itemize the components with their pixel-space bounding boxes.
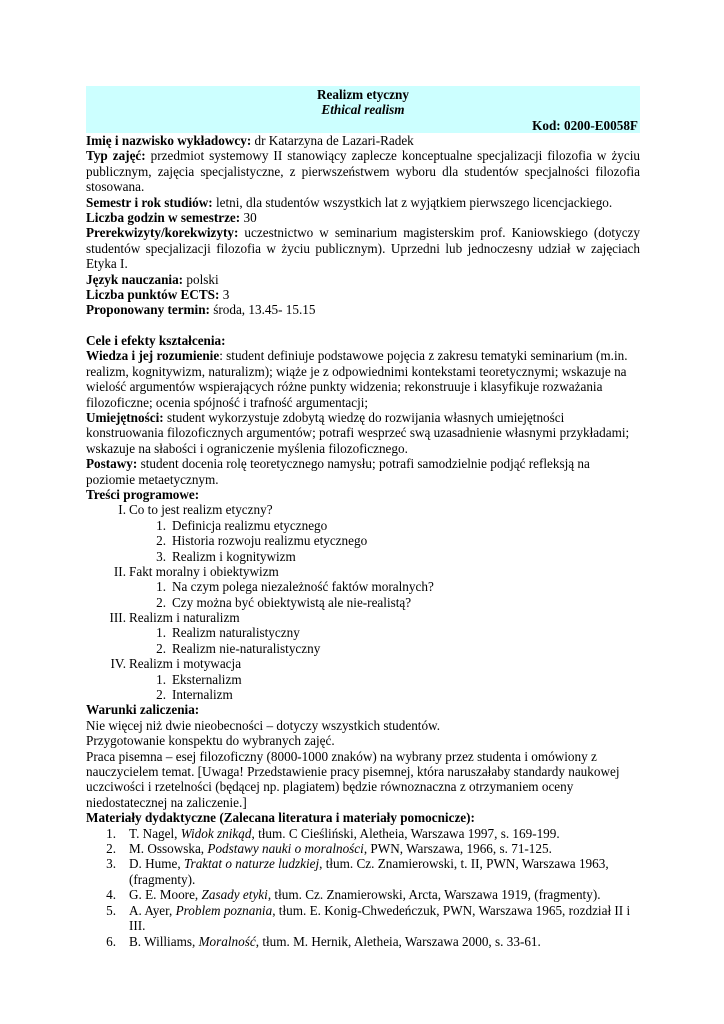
term-value: środa, 13.45- 15.15 [209,302,316,318]
program-item [86,595,640,610]
goals-attitudes [86,456,640,487]
info-ects [86,287,640,302]
literature-title: Problem poznania [175,902,273,918]
literature-details: , tłum. E. Konig-Chwedeńczuk, PWN, Warszawa 1965, rozdział II i III. [129,902,631,934]
literature-number: 2. [106,841,116,857]
literature-number: 6. [106,933,116,949]
prereq-label: Prerekwizyty/korekwizyty: [86,225,239,241]
item-number: 1. [156,625,166,641]
literature-number: 3. [106,856,116,872]
program-item [86,687,640,702]
literature-title: Moralność [198,933,256,949]
term-label: Proponowany termin: [86,302,210,318]
literature-item [86,826,640,841]
item-number: 1. [156,579,166,595]
program-section [86,564,640,579]
lecturer-label: Imię i nazwisko wykładowcy: [86,133,252,148]
knowledge-label: Wiedza i jej rozumienie [86,348,220,364]
semester-value: letni, dla studentów wszystkich lat z wyjątkiem pierwszego licencjackiego. [212,194,613,210]
section-number: III. [109,610,126,626]
program-section [86,610,640,625]
literature-item [86,903,640,934]
hours-label: Liczba godzin w semestrze: [86,210,241,226]
literature-author: T. Nagel, [129,825,181,841]
literature-title: Zasady etyki [201,887,268,903]
info-semester [86,195,640,210]
program-item [86,672,640,687]
literature-title: Podstawy nauki o moralności [207,841,364,857]
info-prereq [86,225,640,271]
course-title-pl: Realizm etyczny [317,87,409,102]
literature-text [129,826,640,841]
language-value: polski [183,271,219,287]
lecturer-value: dr Katarzyna de Lazari-Radek [251,133,414,148]
info-hours [86,210,640,225]
literature-details: , tłum. C Cieśliński, Aletheia, Warszawa 1997, s. 169-199. [251,825,560,841]
item-text: Realizm i kognitywizm [172,548,296,564]
literature-text [129,856,640,887]
program-item [86,518,640,533]
program-item [86,625,640,640]
spacer [86,318,640,333]
item-text: Realizm naturalistyczny [172,625,300,641]
literature-number: 4. [106,887,116,903]
hours-value: 30 [240,210,257,226]
literature-details: , tłum. Cz. Znamierowski, t. II, PWN, Warszawa 1963, (fragmenty). [129,856,609,887]
section-title: Fakt moralny i obiektywizm [129,563,279,579]
goals-knowledge [86,348,640,410]
course-header [86,86,640,133]
literature-title: Widok znikąd [180,825,252,841]
program-item [86,533,640,548]
item-number: 1. [156,517,166,533]
type-value: przedmiot systemowy II stanowiący zaplecze konceptualne specjalizacji filozofia w życiu publicznym, zajęcia specjalistyczne, z pierwszeństwem wyboru dla studentów specjalności filozofia stosowana. [86,148,640,195]
program-item [86,549,640,564]
literature-list [86,826,640,949]
item-number: 2. [156,687,166,703]
literature-title: Traktat o naturze ludzkiej [183,856,320,872]
section-number: II. [113,563,126,579]
section-number: IV. [110,656,126,672]
conditions-line-2: Przygotowanie konspektu do wybranych zajęć. [86,733,335,749]
program-item [86,641,640,656]
program-heading [86,487,640,502]
literature-details: , PWN, Warszawa, 1966, s. 71-125. [363,841,552,857]
item-number: 1. [156,671,166,687]
item-text: Definicja realizmu etycznego [172,517,328,533]
program-item [86,579,640,594]
literature-author: A. Ayer, [129,902,176,918]
literature-text [129,934,640,949]
program-section [86,656,640,671]
item-number: 2. [156,640,166,656]
literature-heading-text: Materiały dydaktyczne (Zalecana literatura i materiały pomocnicze): [86,810,475,826]
item-number: 3. [156,548,166,564]
section-title: Co to jest realizm etyczny? [129,502,273,518]
semester-label: Semestr i rok studiów: [86,194,213,210]
info-term [86,302,640,317]
literature-author: M. Ossowska, [129,841,208,857]
section-number: I. [118,502,126,518]
item-text: Internalizm [172,687,233,703]
conditions-heading [86,702,640,717]
info-lecturer [86,133,640,148]
literature-item [86,887,640,902]
course-code: Kod: 0200-E0058F [532,118,638,133]
literature-details: , tłum. Cz. Znamierowski, Arcta, Warszawa 1919, (fragmenty). [267,887,601,903]
attitudes-value: student docenia rolę teoretycznego namysłu; potrafi samodzielnie podjąć refleksją na poziomie metaetycznym. [86,456,590,487]
attitudes-label: Postawy: [86,456,138,472]
literature-item [86,841,640,856]
literature-number: 5. [106,902,116,918]
literature-details: , tłum. M. Hernik, Aletheia, Warszawa 2000, s. 33-61. [255,933,541,949]
course-title-en: Ethical realism [321,102,405,117]
literature-text [129,903,640,934]
literature-author: D. Hume, [129,856,184,872]
item-text: Na czym polega niezależność faktów moralnych? [172,579,434,595]
section-title: Realizm i motywacja [129,656,242,672]
literature-text [129,887,640,902]
item-text: Realizm nie-naturalistyczny [172,640,321,656]
program-section [86,502,640,517]
item-text: Historia rozwoju realizmu etycznego [172,533,368,549]
syllabus-page [86,86,640,949]
conditions-line-1: Nie więcej niż dwie nieobecności – dotyczy wszystkich studentów. [86,717,441,733]
literature-heading [86,810,640,825]
item-text: Czy można być obiektywistą ale nie-realistą? [172,594,412,610]
item-number: 2. [156,594,166,610]
ects-label: Liczba punktów ECTS: [86,287,220,303]
conditions-heading-text: Warunki zaliczenia: [86,702,200,718]
item-number: 2. [156,533,166,549]
program-list [86,502,640,702]
literature-text [129,841,640,856]
skills-value: student wykorzystuje zdobytą wiedzę do rozwijania własnych umiejętności konstruowania filozoficznych argumentów; potrafi wesprzeć swą uzasadnienie własnymi przykładami; wskazuje na słabości i ograniczenie myślenia filozoficznego. [86,409,630,456]
literature-number: 1. [106,825,116,841]
skills-label: Umiejętności: [86,409,164,425]
info-language [86,272,640,287]
section-title: Realizm i naturalizm [129,610,240,626]
language-label: Język nauczania: [86,271,184,287]
knowledge-value: : student definiuje podstawowe pojęcia z zakresu tematyki seminarium (m.in. realizm, kognitywizm, naturalizm); wiąże je z odpowiednimi kontekstami teoretycznymi; wskazuje na wielość argumentów wspierających różne punkty widzenia; rekonstruuje i klasyfikuje rozważania filozoficzne; ocenia spójność i trafność argumentacji; [86,348,628,410]
literature-author: G. E. Moore, [129,887,202,903]
literature-author: B. Williams, [129,933,199,949]
ects-value: 3 [219,287,230,303]
info-type [86,148,640,194]
literature-item [86,856,640,887]
literature-item [86,934,640,949]
goals-skills [86,410,640,456]
conditions-line-3: Praca pisemna – esej filozoficzny (8000-1000 znaków) na wybrany przez studenta i omówiony z nauczycielem temat. [Uwaga! Przedstawienie pracy pisemnej, która naruszałaby standardy naukowej uczciwości i rzetelności (będącej np. plagiatem) będzie równoznaczna z otrzymaniem oceny niedostatecznej na zaliczenie.] [86,748,620,810]
goals-heading [86,333,640,348]
goals-heading-text: Cele i efekty kształcenia: [86,332,226,348]
program-heading-text: Treści programowe: [86,486,200,502]
type-label: Typ zajęć: [86,148,146,164]
prereq-value: uczestnictwo w seminarium magisterskim prof. Kaniowskiego (dotyczy studentów specjalizacji filozofia w życiu publicznym). Uprzedni lub jednoczesny udział w zajęciach Etyka I. [86,225,640,272]
item-text: Eksternalizm [172,671,242,687]
